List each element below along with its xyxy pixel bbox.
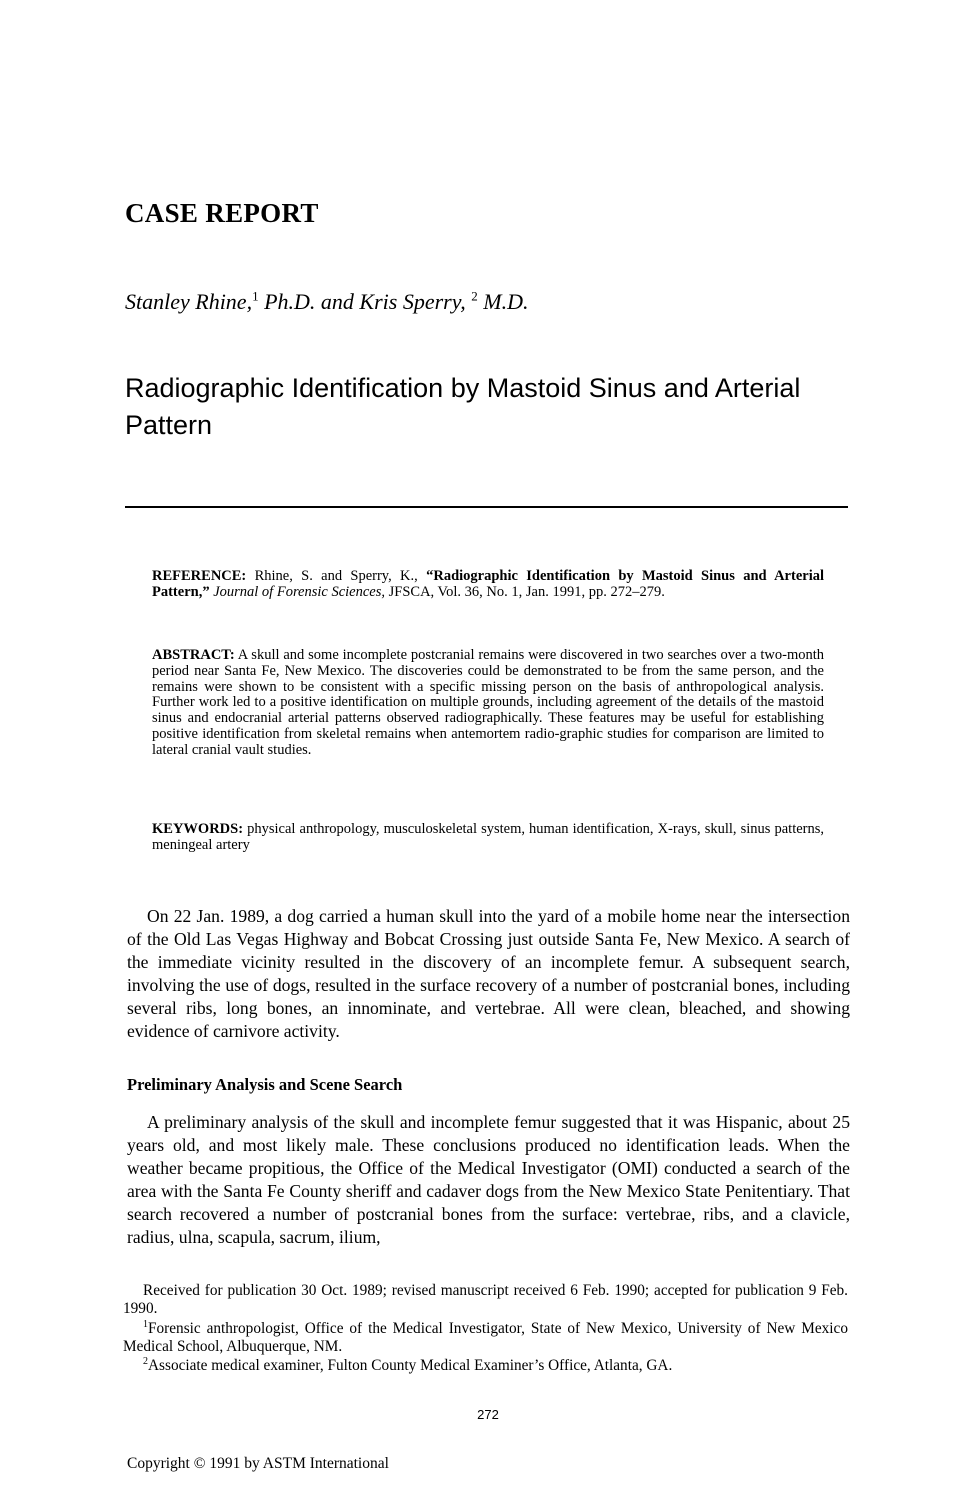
reference-article-title: “Radiographic Identification by Mastoid Sinus and Arterial Pattern,” — [152, 568, 825, 600]
reference-details: JFSCA, Vol. 36, No. 1, Jan. 1991, pp. 272–279. — [388, 583, 665, 600]
footnote-1 — [123, 1320, 848, 1357]
author-1-affiliation-mark: 1 — [252, 288, 259, 304]
page-number: 272 — [477, 1407, 499, 1422]
author-connector: and — [320, 289, 354, 314]
reference-block — [152, 569, 824, 601]
footnote-1-mark: 1 — [143, 1318, 148, 1330]
keywords-text: physical anthropology, musculoskeletal system, human identification, X-rays, skull, sinus patterns, meningeal artery — [152, 821, 825, 853]
footnote-2-mark: 2 — [143, 1355, 148, 1367]
body-paragraph: A preliminary analysis of the skull and incomplete femur suggested that it was Hispanic, about 25 years old, and most likely male. These conclusions produced no identification leads. When the weather became propitious, the Office of the Medical Investigator (OMI) conducted a search of the area with the Santa Fe County sheriff and cadaver dogs from the New Mexico State Penitentiary. That search recovered a number of postcranial bones from the surface: vertebrae, ribs, and a clavicle, radius, ulna, scapula, sacrum, ilium, — [127, 1112, 850, 1248]
section-label: CASE REPORT — [125, 198, 319, 228]
footnote-2 — [123, 1357, 848, 1375]
copyright-notice: Copyright © 1991 by ASTM International — [127, 1455, 389, 1472]
author-line — [125, 289, 528, 315]
abstract-text: A skull and some incomplete postcranial remains were discovered in two searches over a two-month period near Santa Fe, New Mexico. The discoveries could be demonstrated to be from the same person, and the remains were shown to be consistent with a specific missing person on the basis of anthropological analysis. Further work led to a positive identification on multiple grounds, including agreement of the details of the mastoid sinus and endocranial arterial patterns observed radiographically. These features may be useful for establishing positive identification from skeletal remains when antemortem radio-graphic studies for comparison are limited to lateral cranial vault studies. — [152, 647, 824, 758]
footnote-2-text: Associate medical examiner, Fulton County Medical Examiner’s Office, Atlanta, GA. — [148, 1357, 673, 1374]
footnote-received: Received for publication 30 Oct. 1989; revised manuscript received 6 Feb. 1990; accepted for publication 9 Feb. 1990. — [123, 1282, 848, 1318]
author-2-degree: M.D. — [483, 289, 529, 314]
body-paragraph: On 22 Jan. 1989, a dog carried a human skull into the yard of a mobile home near the intersection of the Old Las Vegas Highway and Bobcat Crossing just outside Santa Fe, New Mexico. A search of the immediate vicinity resulted in the discovery of an incomplete femur. A subsequent search, involving the use of dogs, resulted in the surface recovery of a number of postcranial bones, including several ribs, long bones, an innominate, and vertebrae. All were clean, bleached, and showing evidence of carnivore activity. — [127, 906, 850, 1042]
footnote-1-text: Forensic anthropologist, Office of the Medical Investigator, State of New Mexico, University of New Mexico Medical School, Albuquerque, NM. — [123, 1320, 848, 1356]
author-2-name: Kris Sperry, — [359, 289, 466, 314]
keywords-block — [152, 822, 824, 854]
author-1-name: Stanley Rhine, — [125, 289, 253, 314]
article-title: Radiographic Identification by Mastoid Sinus and Arterial Pattern — [125, 373, 801, 440]
author-2-affiliation-mark: 2 — [471, 288, 478, 304]
abstract-block — [152, 648, 824, 759]
reference-journal: Journal of Forensic Sciences, — [213, 583, 386, 600]
author-1-degree: Ph.D. — [264, 289, 316, 314]
reference-label: REFERENCE: — [152, 568, 247, 584]
title-divider — [125, 506, 848, 508]
reference-authors: Rhine, S. and Sperry, K., — [254, 568, 418, 584]
keywords-label: KEYWORDS: — [152, 821, 244, 837]
section-heading: Preliminary Analysis and Scene Search — [127, 1075, 403, 1094]
abstract-label: ABSTRACT: — [152, 647, 235, 663]
